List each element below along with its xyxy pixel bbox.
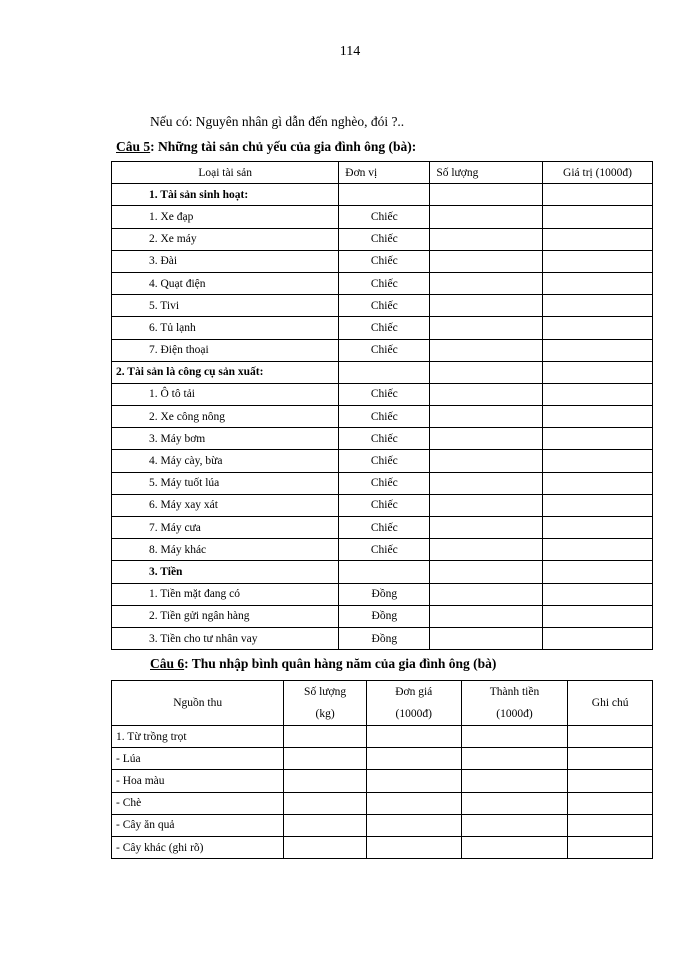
section-row — [112, 184, 653, 206]
asset-row — [112, 406, 653, 428]
value-cell — [543, 494, 653, 516]
question-5-title: : Những tài sản chủ yếu của gia đình ông (bà): — [150, 139, 417, 154]
income-row — [112, 836, 653, 858]
empty-cell — [284, 726, 367, 748]
empty-cell — [461, 836, 568, 858]
asset-name: 5. Máy tuốt lúa — [112, 472, 339, 494]
header-quantity-line2: (kg) — [315, 708, 335, 720]
asset-unit: Chiếc — [339, 517, 430, 539]
asset-unit: Chiếc — [339, 272, 430, 294]
asset-name: 2. Xe công nông — [112, 406, 339, 428]
header-total-line2: (1000đ) — [496, 708, 533, 720]
value-cell — [543, 295, 653, 317]
empty-cell — [366, 748, 461, 770]
empty-cell — [430, 561, 543, 583]
empty-cell — [568, 726, 653, 748]
question-5-heading — [116, 139, 416, 155]
value-cell — [543, 228, 653, 250]
question-line: Nếu có: Nguyên nhân gì dẫn đến nghèo, đói ?.. — [150, 114, 405, 129]
section-row — [112, 361, 653, 383]
value-cell — [543, 517, 653, 539]
asset-row — [112, 494, 653, 516]
header-price-line2: (1000đ) — [395, 708, 432, 720]
asset-unit: Chiếc — [339, 472, 430, 494]
empty-cell — [543, 361, 653, 383]
header-quantity-kg — [284, 681, 367, 726]
header-note: Ghi chú — [568, 681, 653, 726]
assets-table-header — [112, 162, 653, 184]
asset-unit: Chiếc — [339, 539, 430, 561]
value-cell — [543, 605, 653, 627]
value-cell — [543, 627, 653, 649]
asset-name: 4. Máy cày, bừa — [112, 450, 339, 472]
value-cell — [543, 428, 653, 450]
asset-name: 2. Tiền gửi ngân hàng — [112, 605, 339, 627]
empty-cell — [461, 792, 568, 814]
asset-row — [112, 383, 653, 405]
asset-unit: Chiếc — [339, 494, 430, 516]
empty-cell — [284, 792, 367, 814]
empty-cell — [366, 792, 461, 814]
asset-unit: Chiếc — [339, 317, 430, 339]
empty-cell — [366, 726, 461, 748]
value-cell — [543, 317, 653, 339]
asset-row — [112, 450, 653, 472]
quantity-cell — [430, 383, 543, 405]
quantity-cell — [430, 228, 543, 250]
section-row — [112, 561, 653, 583]
empty-cell — [430, 361, 543, 383]
assets-table — [111, 161, 653, 650]
asset-row — [112, 517, 653, 539]
income-row — [112, 792, 653, 814]
empty-cell — [366, 814, 461, 836]
income-row — [112, 726, 653, 748]
asset-name: 3. Đài — [112, 250, 339, 272]
empty-cell — [461, 726, 568, 748]
section-title: 2. Tài sản là công cụ sản xuất: — [112, 361, 339, 383]
asset-row — [112, 627, 653, 649]
header-income-source: Nguồn thu — [112, 681, 284, 726]
header-quantity-line1: Số lượng — [304, 686, 347, 698]
asset-row — [112, 228, 653, 250]
asset-name: 7. Điện thoại — [112, 339, 339, 361]
value-cell — [543, 450, 653, 472]
empty-cell — [284, 748, 367, 770]
empty-cell — [339, 184, 430, 206]
quantity-cell — [430, 450, 543, 472]
asset-name: 3. Máy bơm — [112, 428, 339, 450]
question-6-label: Câu 6 — [150, 656, 185, 671]
quantity-cell — [430, 472, 543, 494]
asset-unit: Chiếc — [339, 206, 430, 228]
asset-unit: Chiếc — [339, 450, 430, 472]
page-number: 114 — [339, 44, 361, 59]
question-6-heading — [150, 656, 496, 672]
asset-name: 8. Máy khác — [112, 539, 339, 561]
quantity-cell — [430, 539, 543, 561]
value-cell — [543, 250, 653, 272]
asset-unit: Chiếc — [339, 383, 430, 405]
header-price-line1: Đơn giá — [395, 686, 433, 698]
empty-cell — [461, 770, 568, 792]
asset-name: 6. Tủ lạnh — [112, 317, 339, 339]
asset-row — [112, 605, 653, 627]
quantity-cell — [430, 406, 543, 428]
header-total-line1: Thành tiền — [489, 686, 540, 698]
value-cell — [543, 583, 653, 605]
empty-cell — [568, 836, 653, 858]
value-cell — [543, 339, 653, 361]
value-cell — [543, 539, 653, 561]
empty-cell — [284, 814, 367, 836]
asset-name: 3. Tiền cho tư nhân vay — [112, 627, 339, 649]
quantity-cell — [430, 627, 543, 649]
quantity-cell — [430, 295, 543, 317]
quantity-cell — [430, 494, 543, 516]
empty-cell — [568, 814, 653, 836]
quantity-cell — [430, 339, 543, 361]
value-cell — [543, 206, 653, 228]
asset-row — [112, 206, 653, 228]
asset-name: 1. Tiền mặt đang có — [112, 583, 339, 605]
empty-cell — [461, 748, 568, 770]
quantity-cell — [430, 517, 543, 539]
asset-row — [112, 339, 653, 361]
income-row — [112, 770, 653, 792]
quantity-cell — [430, 206, 543, 228]
header-value: Giá trị (1000đ) — [543, 162, 653, 184]
empty-cell — [568, 748, 653, 770]
quantity-cell — [430, 605, 543, 627]
section-title: 3. Tiền — [112, 561, 339, 583]
question-6-title: : Thu nhập bình quân hàng năm của gia đình ông (bà) — [184, 656, 497, 671]
income-row — [112, 748, 653, 770]
income-source: - Chè — [112, 792, 284, 814]
asset-unit: Chiếc — [339, 250, 430, 272]
asset-name: 1. Xe đạp — [112, 206, 339, 228]
asset-name: 1. Ô tô tải — [112, 383, 339, 405]
asset-row — [112, 272, 653, 294]
section-title: 1. Tài sản sinh hoạt: — [112, 184, 339, 206]
asset-name: 5. Tivi — [112, 295, 339, 317]
asset-name: 4. Quạt điện — [112, 272, 339, 294]
empty-cell — [284, 836, 367, 858]
income-row — [112, 814, 653, 836]
asset-name: 2. Xe máy — [112, 228, 339, 250]
asset-row — [112, 295, 653, 317]
asset-unit: Đồng — [339, 583, 430, 605]
empty-cell — [284, 770, 367, 792]
empty-cell — [568, 792, 653, 814]
empty-cell — [543, 184, 653, 206]
asset-row — [112, 428, 653, 450]
empty-cell — [366, 836, 461, 858]
income-table-header — [112, 681, 653, 726]
asset-unit: Chiếc — [339, 228, 430, 250]
asset-row — [112, 583, 653, 605]
quantity-cell — [430, 428, 543, 450]
empty-cell — [339, 361, 430, 383]
asset-unit: Đồng — [339, 627, 430, 649]
asset-unit: Chiếc — [339, 339, 430, 361]
empty-cell — [339, 561, 430, 583]
value-cell — [543, 472, 653, 494]
value-cell — [543, 383, 653, 405]
header-asset-type: Loại tài sản — [112, 162, 339, 184]
value-cell — [543, 272, 653, 294]
asset-row — [112, 539, 653, 561]
value-cell — [543, 406, 653, 428]
asset-unit: Chiếc — [339, 295, 430, 317]
income-source: - Lúa — [112, 748, 284, 770]
income-source: - Cây ăn quả — [112, 814, 284, 836]
asset-unit: Chiếc — [339, 428, 430, 450]
empty-cell — [366, 770, 461, 792]
income-source: 1. Từ trồng trọt — [112, 726, 284, 748]
empty-cell — [568, 770, 653, 792]
header-quantity: Số lượng — [430, 162, 543, 184]
header-unit: Đơn vị — [339, 162, 430, 184]
income-source: - Hoa màu — [112, 770, 284, 792]
income-table — [111, 680, 653, 859]
header-amount — [461, 681, 568, 726]
asset-row — [112, 317, 653, 339]
quantity-cell — [430, 583, 543, 605]
quantity-cell — [430, 250, 543, 272]
empty-cell — [430, 184, 543, 206]
asset-row — [112, 472, 653, 494]
header-unit-price — [366, 681, 461, 726]
asset-name: 7. Máy cưa — [112, 517, 339, 539]
question-5-label: Câu 5 — [116, 139, 151, 154]
asset-unit: Đồng — [339, 605, 430, 627]
empty-cell — [543, 561, 653, 583]
asset-name: 6. Máy xay xát — [112, 494, 339, 516]
asset-unit: Chiếc — [339, 406, 430, 428]
quantity-cell — [430, 272, 543, 294]
empty-cell — [461, 814, 568, 836]
income-source: - Cây khác (ghi rõ) — [112, 836, 284, 858]
quantity-cell — [430, 317, 543, 339]
asset-row — [112, 250, 653, 272]
